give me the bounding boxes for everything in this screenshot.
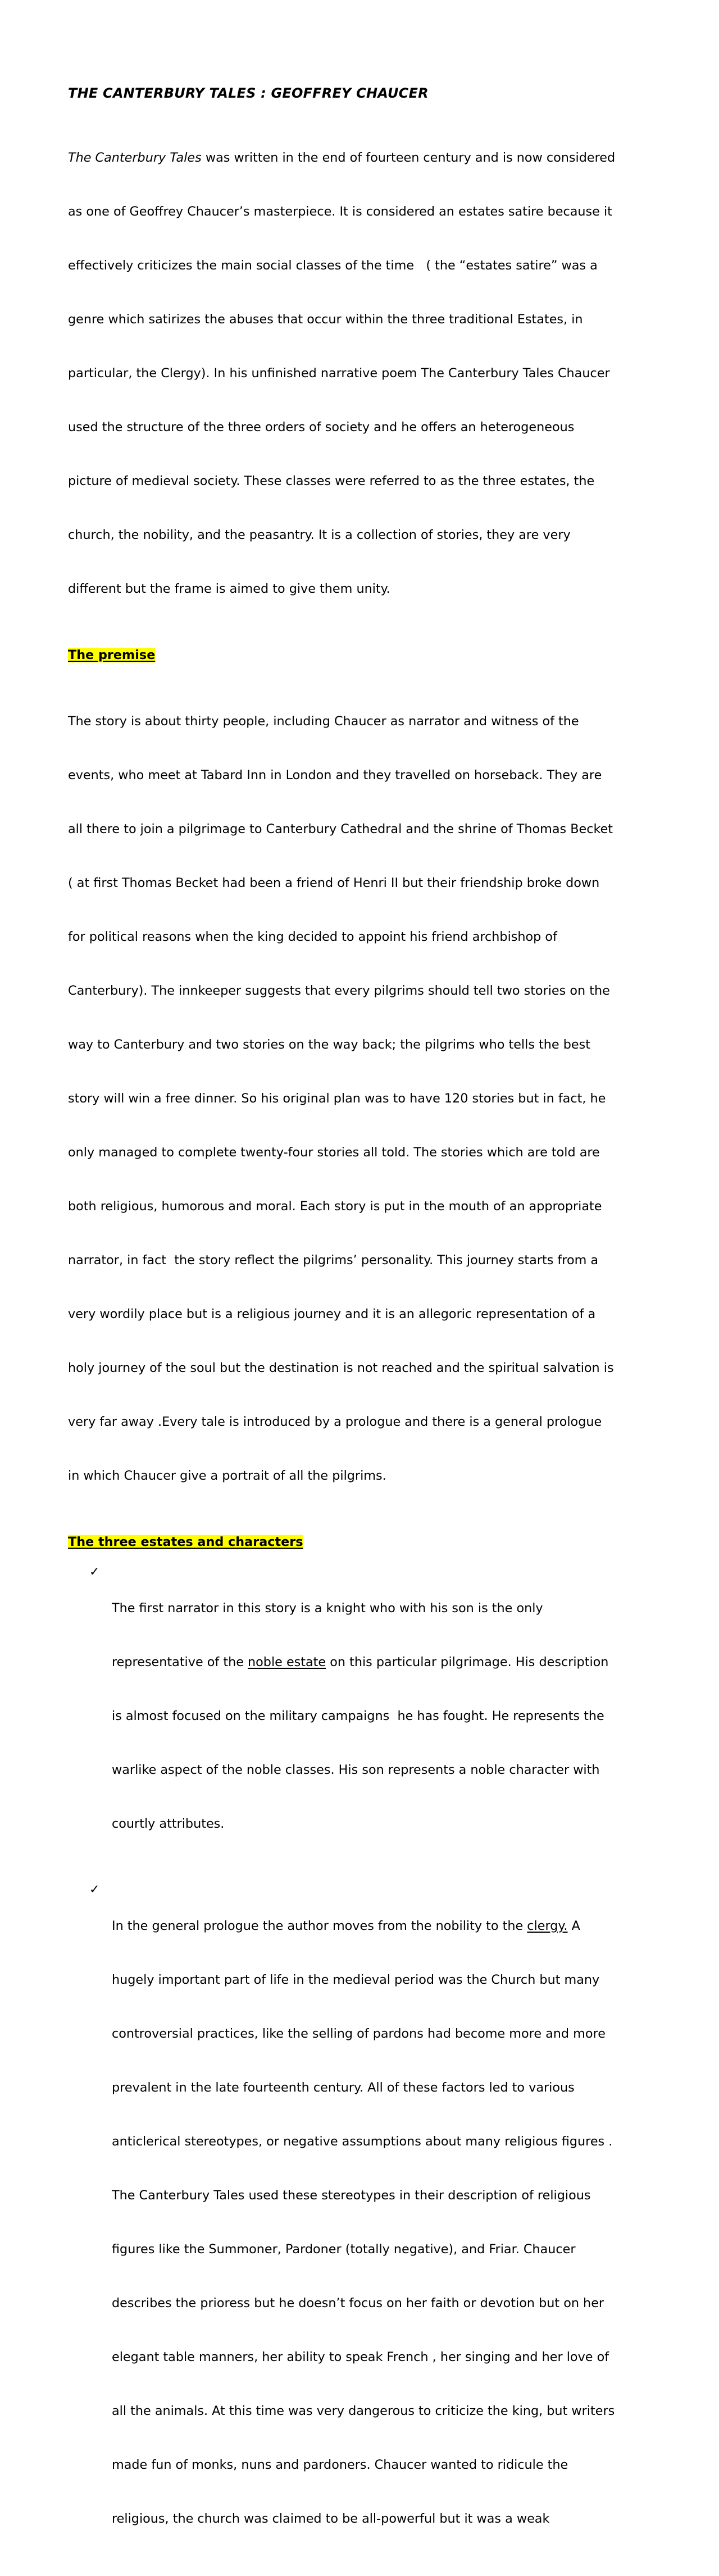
premise-line: story will win a free dinner. So his original plan was to have 120 stories but in fact, he <box>68 1091 606 1106</box>
section-heading-premise <box>68 646 663 664</box>
intro-paragraph <box>68 113 663 634</box>
knight-paragraph: The first narrator in this story is a knight who with his son is the only representative of the noble estate on this particular pilgrimage. His description is almost focused on the military campaigns he has fought. He represents the warlike aspect of the noble classes. His son represents a noble character with courtly attributes. <box>112 1601 609 1831</box>
intro-line: church, the nobility, and the peasantry. It is a collection of stories, they are very <box>68 528 571 542</box>
premise-line: events, who meet at Tabard Inn in London and they travelled on horseback. They are <box>68 768 602 783</box>
intro-line: particular, the Clergy). In his unfinished narrative poem The Canterbury Tales Chaucer <box>68 366 610 381</box>
checkmark-icon: ✓ <box>89 1565 100 1579</box>
intro-line: picture of medieval society. These classes were referred to as the three estates, the <box>68 474 595 488</box>
clergy-link: clergy. <box>527 1919 568 1933</box>
list-item <box>68 1563 663 1869</box>
premise-line: way to Canterbury and two stories on the way back; the pilgrims who tells the best <box>68 1037 590 1052</box>
premise-line: Canterbury). The innkeeper suggests that every pilgrims should tell two stories on the <box>68 983 610 998</box>
list-item <box>68 1881 663 2564</box>
estates-bullet-list <box>68 1563 663 2564</box>
document-title: THE CANTERBURY TALES : GEOFFREY CHAUCER <box>68 85 429 101</box>
premise-line: for political reasons when the king decided to appoint his friend archbishop of <box>68 930 557 944</box>
intro-line-1: The Canterbury Tales was written in the end of fourteen century and is now considered <box>68 150 616 165</box>
section-heading-estates <box>68 1533 663 1551</box>
intro-line: as one of Geoffrey Chaucer’s masterpiece. It is considered an estates satire because it <box>68 204 612 219</box>
premise-heading-text: The premise <box>68 648 156 662</box>
checkmark-icon: ✓ <box>89 1883 100 1897</box>
premise-line: all there to join a pilgrimage to Canterbury Cathedral and the shrine of Thomas Becket <box>68 822 613 836</box>
premise-line: very far away .Every tale is introduced by a prologue and there is a general prologue <box>68 1415 602 1429</box>
premise-line: The story is about thirty people, including Chaucer as narrator and witness of the <box>68 714 579 729</box>
intro-line: different but the frame is aimed to give them unity. <box>68 582 390 596</box>
document-page <box>68 84 663 2576</box>
premise-line: only managed to complete twenty-four stories all told. The stories which are told are <box>68 1145 600 1160</box>
premise-line: narrator, in fact the story reflect the pilgrims’ personality. This journey starts from a <box>68 1253 599 1268</box>
premise-line: holy journey of the soul but the destination is not reached and the spiritual salvation is <box>68 1361 614 1375</box>
intro-italic-title: The Canterbury Tales <box>68 150 202 165</box>
premise-line: both religious, humorous and moral. Each story is put in the mouth of an appropriate <box>68 1199 602 1214</box>
clergy-paragraph: In the general prologue the author moves from the nobility to the clergy. A hugely important part of life in the medieval period was the Church but many controversial practices, like the selling of pardons had become more and more prevalent in the late fourteenth century. All of these factors led to various anticlerical stereotypes, or negative assumptions about many religious figures . The Canterbury Tales used these stereotypes in their description of religious figures like the Summoner, Pardoner (totally negative), and Friar. Chaucer describes the prioress but he doesn’t focus on her faith or devotion but on her elegant table manners, her ability to speak French , her singing and her love of all the animals. At this time was very dangerous to criticize the king, but writers made fun of monks, nuns and pardoners. Chaucer wanted to ridicule the religious, the church was claimed to be all-powerful but it was a weak <box>112 1919 615 2526</box>
premise-paragraph <box>68 676 663 1521</box>
intro-line: genre which satirizes the abuses that occur within the three traditional Estates, in <box>68 312 583 327</box>
premise-line: very wordily place but is a religious journey and it is an allegoric representation of a <box>68 1307 596 1321</box>
intro-line: effectively criticizes the main social classes of the time ( the “estates satire” was a <box>68 258 598 273</box>
noble-estate-link: noble estate <box>248 1655 326 1669</box>
premise-line: ( at first Thomas Becket had been a friend of Henri II but their friendship broke down <box>68 876 600 890</box>
estates-heading-text: The three estates and characters <box>68 1535 303 1549</box>
premise-line: in which Chaucer give a portrait of all the pilgrims. <box>68 1468 386 1483</box>
intro-line: used the structure of the three orders of society and he offers an heterogeneous <box>68 420 575 434</box>
